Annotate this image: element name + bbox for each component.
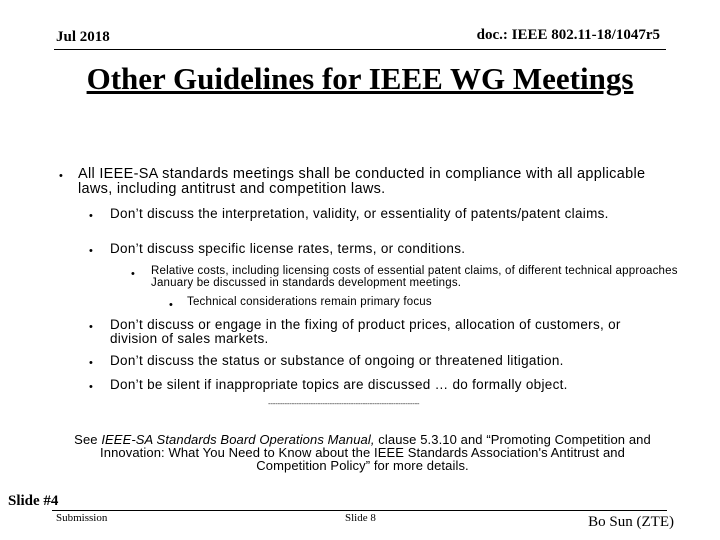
footer-rule bbox=[52, 510, 667, 511]
bullet-technical: Technical considerations remain primary focus bbox=[187, 296, 432, 308]
bullet-marker: • bbox=[89, 321, 93, 333]
footer-submission: Submission bbox=[56, 512, 108, 524]
bullet-patents: Don’t discuss the interpretation, validity, or essentiality of patents/patent claims. bbox=[110, 206, 609, 221]
reference-prefix: See bbox=[74, 432, 102, 447]
bullet-marker: • bbox=[59, 170, 63, 182]
bullet-rates: Don’t discuss specific license rates, terms, or conditions. bbox=[110, 241, 466, 256]
slide-label: Slide #4 bbox=[8, 493, 59, 509]
bullet-marker: • bbox=[131, 268, 135, 280]
footer-author: Bo Sun (ZTE) bbox=[588, 514, 674, 530]
reference-rest: clause 5.3.10 and “Promoting Competition and Innovation: What You Need to Know about the IEEE Standards Association's Antitrust and Competition Policy” for more details. bbox=[100, 432, 651, 473]
bullet-litigation: Don’t discuss the status or substance of ongoing or threatened litigation. bbox=[110, 353, 564, 368]
bullet-prices: Don’t discuss or engage in the fixing of product prices, allocation of customers, or division of sales markets. bbox=[110, 317, 621, 346]
bullet-marker: • bbox=[169, 299, 173, 311]
bullet-silent: Don’t be silent if inappropriate topics are discussed … do formally object. bbox=[110, 377, 568, 392]
bullet-marker: • bbox=[89, 381, 93, 393]
slide-title: Other Guidelines for IEEE WG Meetings bbox=[86, 61, 634, 96]
divider-dashes: ---------------------------------------------------------------- bbox=[268, 399, 420, 408]
reference-manual-title: IEEE-SA Standards Board Operations Manual, bbox=[101, 432, 375, 447]
reference-note bbox=[70, 433, 655, 472]
bullet-marker: • bbox=[89, 357, 93, 369]
bullet-marker: • bbox=[89, 210, 93, 222]
footer-slide-number: Slide 8 bbox=[345, 512, 376, 524]
header-rule bbox=[54, 49, 666, 50]
header-date: Jul 2018 bbox=[56, 29, 110, 45]
bullet-main: All IEEE-SA standards meetings shall be conducted in compliance with all applicable laws, including antitrust and competition laws. bbox=[78, 166, 646, 197]
bullet-marker: • bbox=[89, 245, 93, 257]
header-doc-id: doc.: IEEE 802.11-18/1047r5 bbox=[476, 27, 660, 43]
bullet-relative-costs: Relative costs, including licensing costs of essential patent claims, of different technical approaches January be discussed in standards development meetings. bbox=[151, 265, 678, 289]
